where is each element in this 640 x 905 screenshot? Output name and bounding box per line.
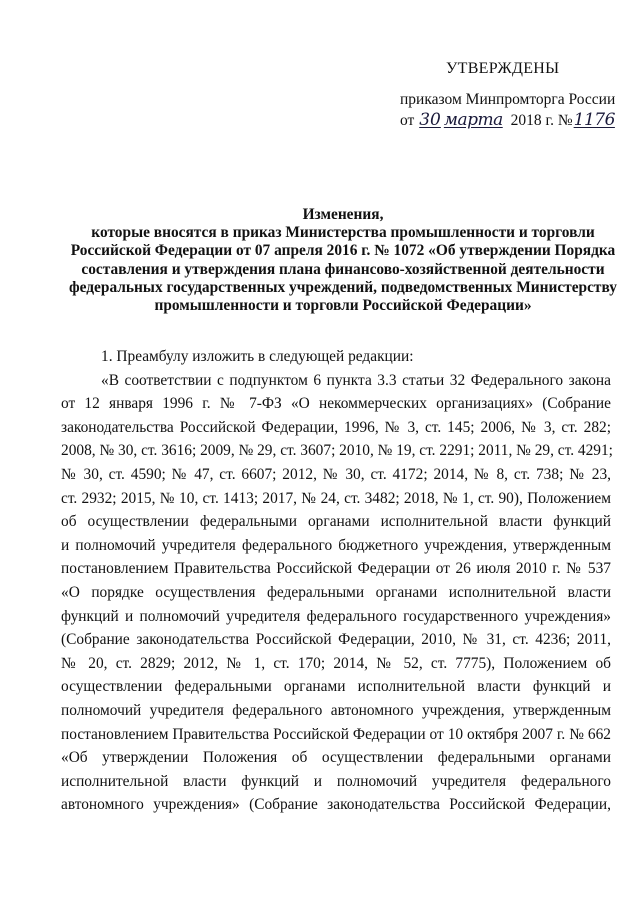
body-line: и полномочий учредителя федерального бюджетного учреждения, утвержденным: [61, 536, 611, 554]
body-line: «Об утверждении Положения об осуществлении федеральными органами: [61, 749, 611, 767]
heading-line: промышленности и торговли Российской Федерации»: [154, 297, 532, 315]
handwritten-order-number: 1176: [573, 110, 615, 130]
body-line: законодательства Российской Федерации, 1996, № 3, ст. 145; 2006, № 3, ст. 282;: [61, 418, 611, 436]
body-line: осуществлении федеральными органами исполнительной власти функций и: [61, 678, 611, 696]
approval-title: УТВЕРЖДЕНЫ: [446, 60, 560, 77]
approval-date-line: [400, 110, 615, 130]
body-line: 2008, № 30, ст. 3616; 2009, № 29, ст. 3607; 2010, № 19, ст. 2291; 2011, № 29, ст. 4291;: [61, 442, 613, 460]
date-prefix: от: [400, 112, 415, 129]
heading-line: которые вносятся в приказ Министерства промышленности и торговли: [91, 224, 595, 242]
heading-line: федеральных государственных учреждений, подведомственных Министерству: [69, 278, 617, 296]
body-line: (Собрание законодательства Российской Федерации, 2010, № 31, ст. 4236; 2011,: [61, 631, 611, 649]
document-body: [61, 345, 611, 817]
body-line: постановлением Правительства Российской Федерации от 26 июля 2010 г. № 537: [61, 560, 611, 578]
heading-line: Российской Федерации от 07 апреля 2016 г. № 1072 «Об утверждении Порядка: [70, 242, 616, 260]
handwritten-month: марта: [443, 110, 503, 130]
handwritten-day: 30: [419, 110, 441, 130]
date-year-text: 2018 г. №: [510, 112, 573, 129]
heading-line: Изменения,: [302, 206, 384, 223]
body-line: полномочий учредителя федерального автономного учреждения, утвержденным: [61, 701, 611, 719]
body-line: от 12 января 1996 г. № 7-ФЗ «О некоммерческих организациях» (Собрание: [61, 395, 611, 413]
body-line: «В соответствии с подпунктом 6 пункта 3.3 статьи 32 Федерального закона: [101, 371, 611, 389]
body-line: функций и полномочий учредителя федерального государственного учреждения»: [61, 607, 611, 625]
body-line: ст. 2932; 2015, № 10, ст. 1413; 2017, № 24, ст. 3482; 2018, № 1, ст. 90), Положением: [61, 489, 611, 507]
body-line: об осуществлении федеральными органами исполнительной власти функций: [61, 513, 611, 531]
body-line: автономного учреждения» (Собрание законодательства Российской Федерации,: [61, 796, 611, 814]
body-line: № 30, ст. 4590; № 47, ст. 6607; 2012, № 30, ст. 4172; 2014, № 8, ст. 738; № 23,: [61, 465, 611, 483]
document-heading: [48, 206, 638, 315]
body-line: исполнительной власти функций и полномочий учредителя федерального: [61, 772, 611, 790]
body-line: «О порядке осуществления федеральными органами исполнительной власти: [61, 583, 611, 601]
body-line: № 20, ст. 2829; 2012, № 1, ст. 170; 2014, № 52, ст. 7775), Положением об: [61, 654, 611, 672]
item-1-line: 1. Преамбулу изложить в следующей редакции:: [101, 348, 414, 365]
body-line: постановлением Правительства Российской Федерации от 10 октября 2007 г. № 662: [61, 725, 611, 743]
approval-order-line: приказом Минпромторга России: [400, 91, 616, 108]
heading-line: составления и утверждения плана финансово-хозяйственной деятельности: [81, 260, 605, 278]
